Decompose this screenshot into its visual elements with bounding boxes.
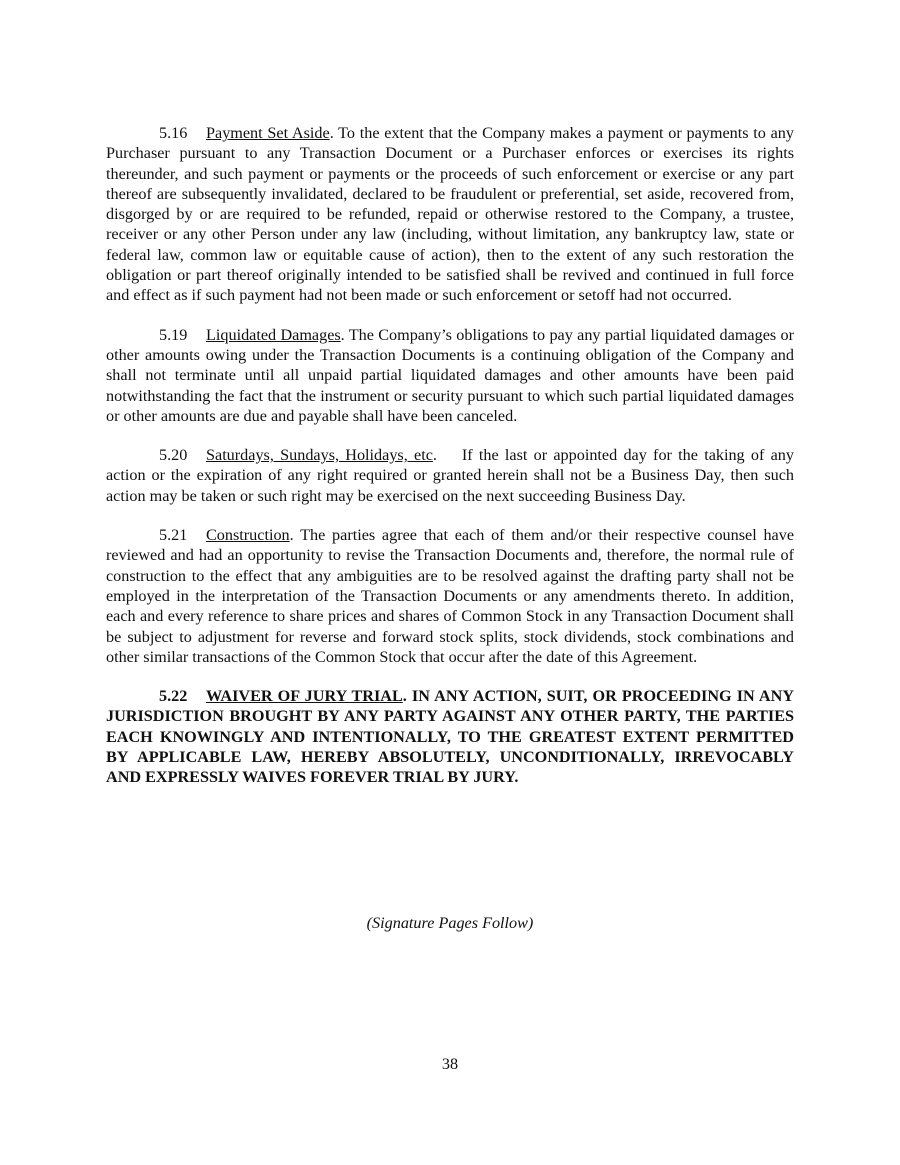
section-title-suffix: . [402, 687, 407, 706]
section-title-suffix: . [289, 526, 294, 545]
section-5-22 [106, 686, 794, 787]
section-number: 5.21 [159, 526, 188, 545]
section-body: The Company’s obligations to pay any partial liquidated damages or other amounts owing under the Transaction Documents is a continuing obligation of the Company and shall not terminate until all unpaid partial liquidated damages and other amounts have been paid notwithstanding the fact that the instrument or security pursuant to which such partial liquidated damages or other amounts are due and payable shall have been canceled. [106, 325, 794, 425]
section-title-suffix: . [340, 325, 345, 344]
section-number: 5.16 [159, 124, 188, 142]
section-title: Liquidated Damages [206, 325, 341, 344]
document-body [106, 123, 799, 807]
page-number: 38 [441, 1055, 459, 1073]
section-title: Payment Set Aside [206, 124, 330, 142]
section-5-20 [106, 445, 799, 506]
signature-pages-note: (Signature Pages Follow) [366, 914, 534, 932]
section-title-suffix: . [329, 124, 334, 142]
section-title-suffix: . [432, 446, 437, 465]
section-body: If the last or appointed day for the taking of any action or the expiration of any right required or granted herein shall not be a Business Day, then such action may be taken or such right may be exercised on the next succeeding Business Day. [106, 446, 799, 505]
section-5-19 [106, 325, 794, 426]
section-body: The parties agree that each of them and/or their respective counsel have reviewed and had an opportunity to revise the Transaction Documents and, therefore, the normal rule of construction to the effect that any ambiguities are to be resolved against the drafting party shall not be employed in the interpretation of the Transaction Documents or any amendments thereto. In addition, each and every reference to share prices and shares of Common Stock in any Transaction Document shall be subject to adjustment for reverse and forward stock splits, stock dividends, stock combinations and other similar transactions of the Common Stock that occur after the date of this Agreement. [106, 526, 794, 666]
section-number: 5.20 [159, 446, 188, 465]
section-title: WAIVER OF JURY TRIAL [206, 687, 403, 706]
section-body: IN ANY ACTION, SUIT, OR PROCEEDING IN ANY JURISDICTION BROUGHT BY ANY PARTY AGAINST ANY OTHER PARTY, THE PARTIES EACH KNOWINGLY AND INTENTIONALLY, TO THE GREATEST EXTENT PERMITTED BY APPLICABLE LAW, HEREBY ABSOLUTELY, UNCONDITIONALLY, IRREVOCABLY AND EXPRESSLY WAIVES FOREVER TRIAL BY JURY. [106, 687, 795, 787]
section-number: 5.19 [159, 325, 188, 344]
section-body: To the extent that the Company makes a payment or payments to any Purchaser pursuant to any Transaction Document or a Purchaser enforces or exercises its rights thereunder, and such payment or payments or the proceeds of such enforcement or exercise or any part thereof are subsequently invalidated, declared to be fraudulent or preferential, set aside, recovered from, disgorged by or are required to be refunded, repaid or otherwise restored to the Company, a trustee, receiver or any other Person under any law (including, without limitation, any bankruptcy law, state or federal law, common law or equitable cause of action), then to the extent of any such restoration the obligation or part thereof originally intended to be satisfied shall be revived and continued in full force and effect as if such payment had not been made or such enforcement or setoff had not occurred. [106, 124, 794, 305]
section-title: Construction [206, 526, 290, 545]
section-5-16 [106, 123, 794, 306]
section-5-21 [106, 525, 794, 667]
section-number: 5.22 [159, 687, 188, 706]
section-title: Saturdays, Sundays, Holidays, etc [206, 446, 433, 465]
